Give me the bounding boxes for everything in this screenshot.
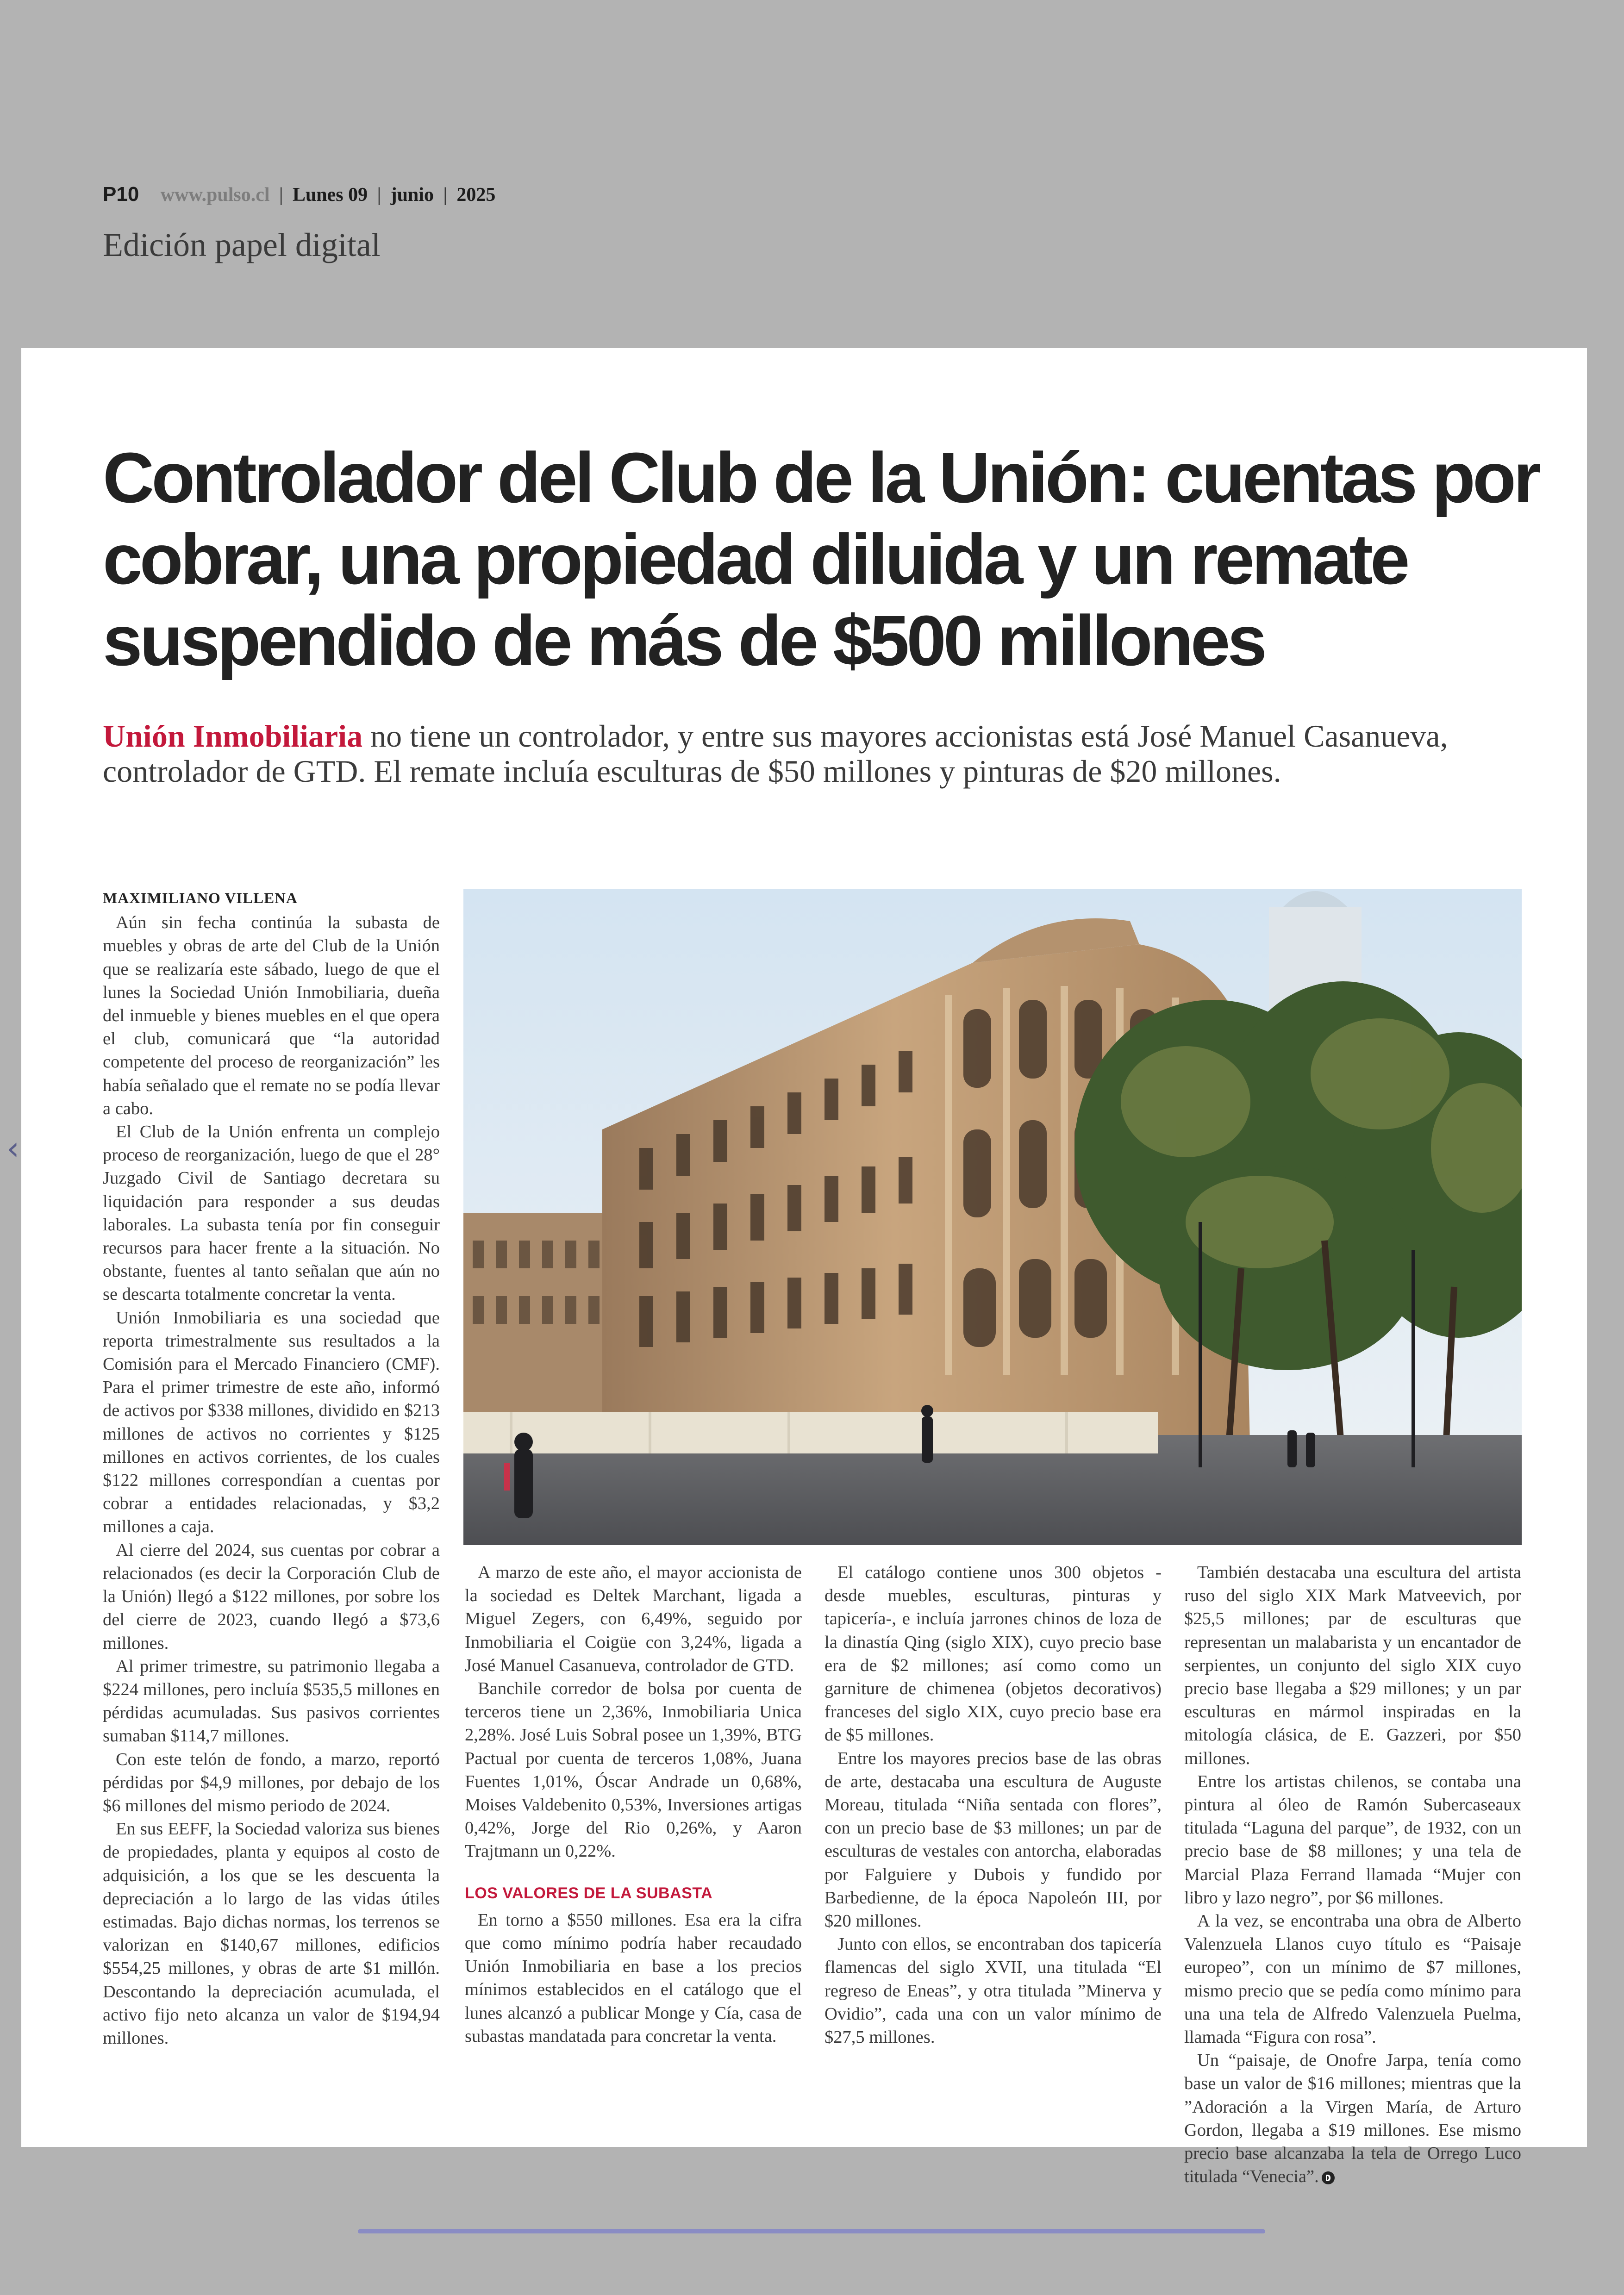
site-url[interactable]: www.pulso.cl [160,184,270,206]
article-column-2 [465,1561,802,2048]
page-number: P10 [103,183,139,206]
issue-year: 2025 [456,184,496,206]
byline: MAXIMILIANO VILLENA [103,890,298,907]
paragraph: A la vez, se encontraba una obra de Alberto Valenzuela Llanos cuyo título es “Paisaje europeo”, con un mínimo de $7 millones, mismo precio que se pedía como mínimo para una una tela de Alfredo Valenzuela Puelma, llamada “Figura con rosa”. [1184,1911,1521,2047]
article-lede [103,718,1538,789]
edition-label: Edición papel digital [103,226,381,263]
paragraph: En torno a $550 millones. Esa era la cifra que como mínimo podría haber recaudado Unión Inmobiliaria en base a los precios mínimos establecidos en el catálogo que el lunes alcanzó a publicar Monge y Cía, casa de subastas mandatada para concretar la venta. [465,1910,802,2046]
paragraph: También destacaba una escultura del artista ruso del siglo XIX Mark Matveevich, por $25,5 millones; par de esculturas que representan un malabarista y un encantador de serpientes, un conjunto del siglo XIX cuyo precio base llegaba a $29 millones; y un par esculturas en mármol inspiradas en la mitología clásica, de E. Gazzeri, por $50 millones. [1184,1563,1521,1768]
paragraph: El catálogo contiene unos 300 objetos - desde muebles, esculturas, pinturas y tapicería-, e incluía jarrones chinos de loza de la dinastía Qing (siglo XIX), cuyo precio base era de $2 millones; así como como un garniture de chimenea (objetos decorativos) franceses del siglo XIX, cuyo precio base era de $5 millones. [824,1563,1162,1745]
paragraph: Entre los mayores precios base de las obras de arte, destacaba una escultura de Auguste Moreau, titulada “Niña sentada con flores”, con un precio base de $3 millones; un par de esculturas de vestales con antorcha, elaboradas por Falguiere y Dubois y fundido por Barbedienne, de la época Napoleón III, por $20 millones. [824,1748,1162,1931]
article-column-4 [1184,1561,1521,2188]
club-de-la-union-building-photo [463,889,1522,1545]
article-column-3 [824,1561,1162,2049]
article-column-1 [103,887,440,2050]
issue-day: Lunes 09 [292,184,368,206]
pulso-logo-icon [1322,2171,1335,2184]
previous-page-button[interactable] [6,1129,19,1167]
paragraph: Aún sin fecha continúa la subasta de muebles y obras de arte del Club de la Unión que se realizaría este sábado, luego de que el lunes la Sociedad Unión Inmobiliaria, dueña del inmueble y bienes muebles en el que opera el club, comunicará que “la autoridad competente del proceso de reorganización” les había señalado que el remate no se podía llevar a cabo. [103,913,440,1118]
paragraph: Banchile corredor de bolsa por cuenta de terceros tiene un 2,36%, Inmobiliaria Unica 2,28%. José Luis Sobral posee un 1,39%, BTG Pactual por cuenta de terceros 1,08%, Juana Fuentes 1,01%, Óscar Andrade un 0,68%, Moises Valdebenito 0,53%, Inversiones artigas 0,42%, Jorge del Rio 0,26%, y Aaron Trajtmann un 0,22%. [465,1679,802,1861]
paragraph: Al primer trimestre, su patrimonio llegaba a $224 millones, pero incluía $535,5 millones en pérdidas acumuladas. Sus pasivos corrientes sumaban $114,7 millones. [103,1656,440,1746]
paragraph: Entre los artistas chilenos, se contaba una pintura al óleo de Ramón Subercaseaux titulada “Laguna del parque”, de 1932, con un precio base de $8 millones; y una tela de Marcial Plaza Ferrand llamada “Mujer con libro y lazo negro”, por $6 millones. [1184,1771,1521,1908]
paragraph: A marzo de este año, el mayor accionista de la sociedad es Deltek Marchant, ligada a Miguel Zegers, con 6,49%, seguido por Inmobiliaria el Coigüe con 3,24%, ligada a José Manuel Casanueva, controlador de GTD. [465,1563,802,1675]
page-scroll-indicator[interactable] [358,2229,1265,2233]
paragraph: Junto con ellos, se encontraban dos tapicería flamencas del siglo XVII, una titulada “El regreso de Eneas”, y otra titulada ”Minerva y Ovidio”, cada una con un valor mínimo de $27,5 millones. [824,1934,1162,2047]
section-subhead: LOS VALORES DE LA SUBASTA [465,1884,713,1902]
lede-highlight: Unión Inmobiliaria [103,718,363,754]
paragraph-last [1184,2049,1521,2188]
paragraph: Unión Inmobiliaria es una sociedad que reporta trimestralmente sus resultados a la Comisión para el Mercado Financiero (CMF). Para el primer trimestre de este año, informó de activos por $338 millones, dividido en $213 millones de activos no corrientes y $125 millones en activos corrientes, de los cuales $122 millones correspondían a cuentas por cobrar a entidades relacionadas, y $3,2 millones a caja. [103,1308,440,1537]
paragraph: En sus EEFF, la Sociedad valoriza sus bienes de propiedades, planta y equipos al costo de adquisición, a los que se les descuenta la depreciación a lo largo de las vidas útiles estimadas. Bajo dichas normas, los terrenos se valorizan en $140,67 millones, edificios $554,25 millones, y obras de arte $1 millón. Descontando la depreciación acumulada, el activo fijo neto alcanza un valor de $194,94 millones. [103,1819,440,2048]
newspaper-page [21,348,1587,2187]
article-headline: Controlador del Club de la Unión: cuentas por cobrar, una propiedad diluida y un remate suspendido de más de $500 millones [103,438,1539,680]
paragraph: Al cierre del 2024, sus cuentas por cobrar a relacionados (es decir la Corporación Club de la Unión) llegó a $122 millones, por sobre los del cierre de 2023, cuando llegó a $73,6 millones. [103,1540,440,1653]
page-header-line: P10 www.pulso.cl | Lunes 09 | junio | 2025 [103,183,496,206]
issue-month: junio [390,184,434,206]
chevron-left-icon: ‹ [6,1129,19,1167]
paragraph: El Club de la Unión enfrenta un complejo proceso de reorganización, luego de que el 28° Juzgado Civil de Santiago decretara su liquidación para responder a sus deudas laborales. La subasta tenía por fin conseguir recursos para hacer frente a la situación. No obstante, fuentes al tanto señalan que aún no se descarta totalmente concretar la venta. [103,1122,440,1304]
lede-text: no tiene un controlador, y entre sus mayores accionistas está José Manuel Casanueva, controlador de GTD. El remate incluía esculturas de $50 millones y pinturas de $20 millones. [103,718,1448,789]
paragraph: Con este telón de fondo, a marzo, reportó pérdidas por $4,9 millones, por debajo de los $6 millones del mismo periodo de 2024. [103,1749,440,1815]
paragraph-text: Un “paisaje, de Onofre Jarpa, tenía como base un valor de $16 millones; mientras que la ”Adoración a la Virgen María, de Arturo Gordon, llegaba a $19 millones. Ese mismo precio base alcanzaba la tela de Orrego Luco titulada “Venecia”. [1184,2051,1521,2187]
